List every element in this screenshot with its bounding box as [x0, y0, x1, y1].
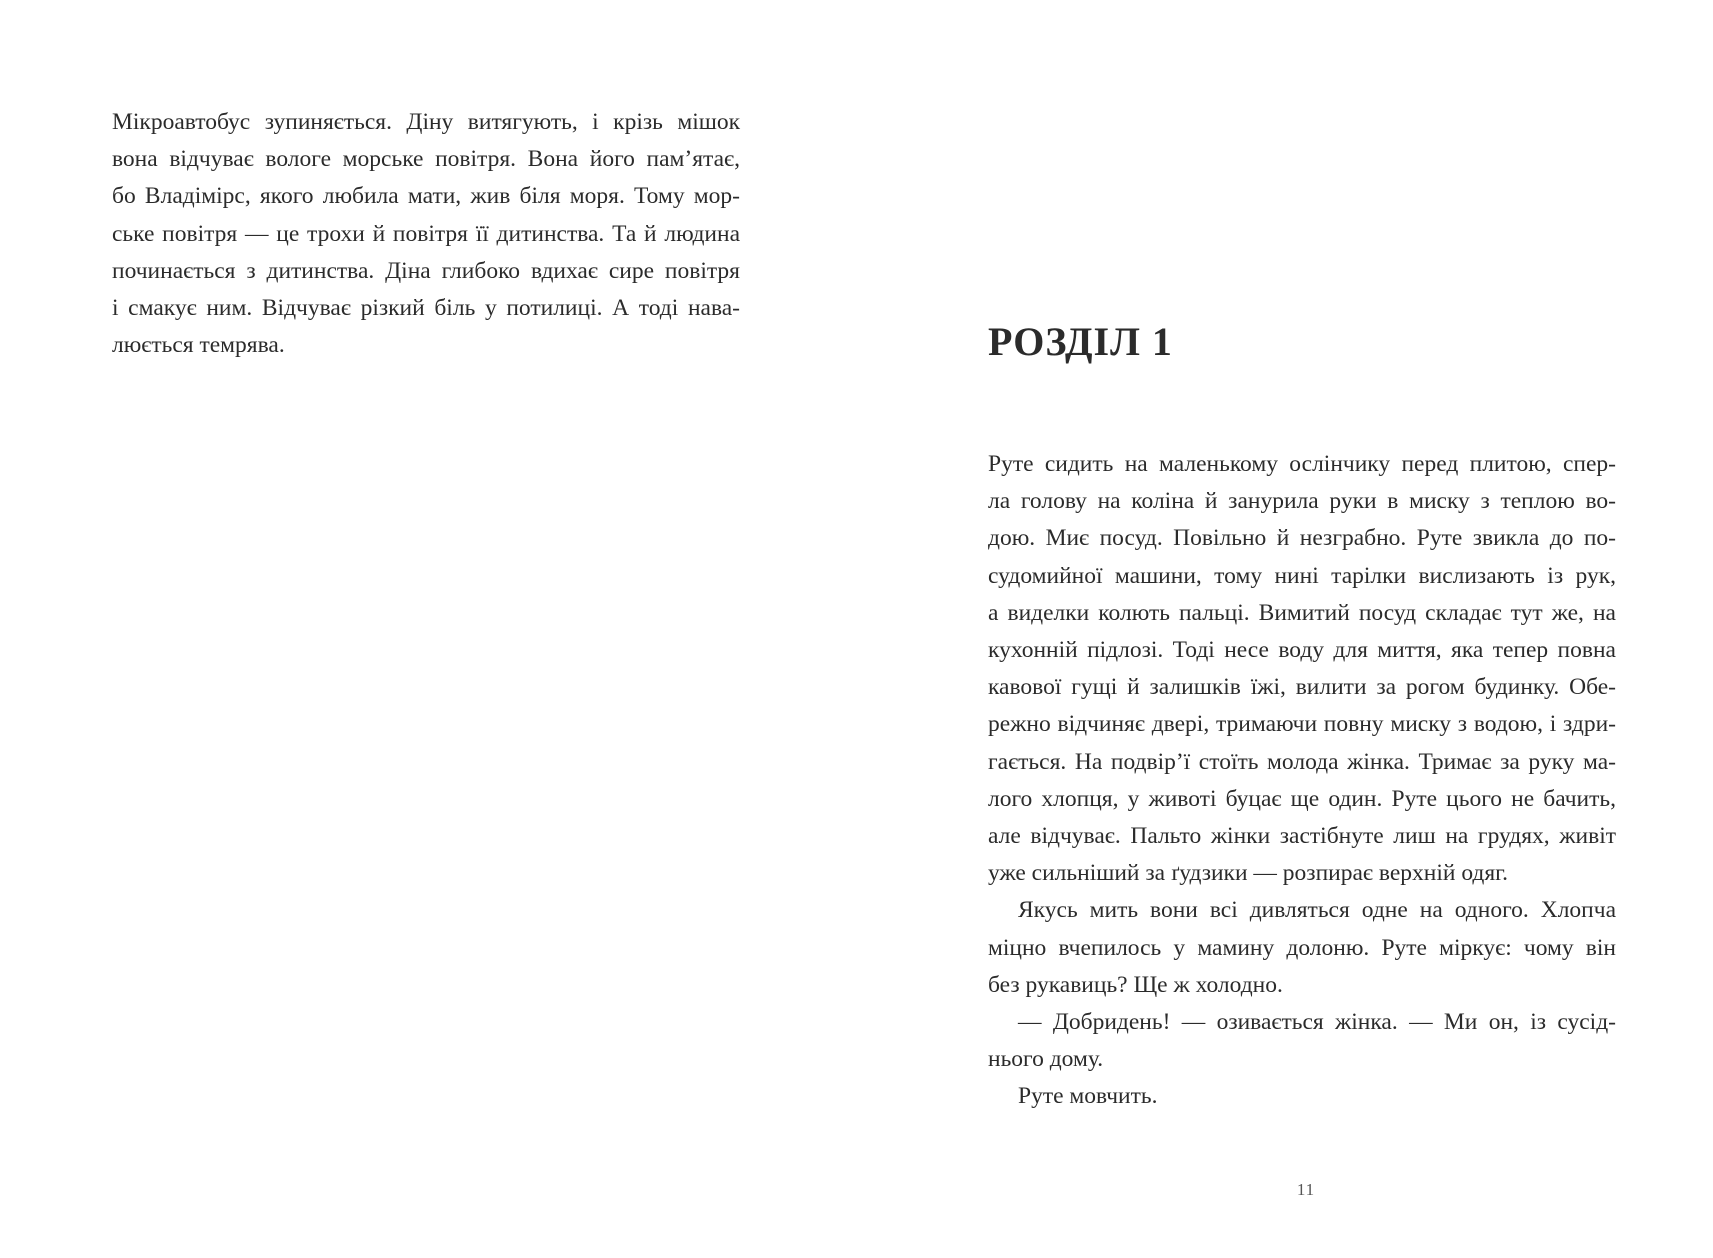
text-line: і смакує ним. Відчуває різкий біль у потилиці. А тоді нава- [112, 295, 740, 322]
text-line: а виделки колють пальці. Вимитий посуд складає тут же, на [988, 599, 1616, 626]
text-line: люється темрява. [112, 332, 285, 359]
text-line: Руте сидить на маленькому ослінчику перед плитою, спер- [988, 451, 1616, 477]
page-number: 11 [1296, 1180, 1316, 1199]
text-line: уже сильніший за ґудзики — розпирає верхній одяг. [988, 860, 1509, 887]
text-line: але відчуває. Пальто жінки застібнуте лиш на грудях, живіт [988, 823, 1616, 850]
left-page [0, 0, 856, 1258]
text-line: Руте мовчить. [1018, 1083, 1158, 1110]
text-line: кухонній підлозі. Тоді несе воду для миття, яка тепер повна [988, 637, 1616, 664]
chapter-title: РОЗДІЛ 1 [988, 319, 1173, 364]
text-line: ла голову на коліна й занурила руки в миску з теплою во- [988, 488, 1616, 515]
right-page-text [988, 446, 1616, 1116]
text-line: судомийної машини, тому нині тарілки вислизають із рук, [988, 562, 1616, 589]
text-line: режно відчиняє двері, тримаючи повну миску з водою, і здри- [988, 711, 1616, 738]
text-line: дою. Миє посуд. Повільно й незграбно. Руте звикла до по- [988, 525, 1616, 552]
left-page-text [112, 104, 740, 364]
text-line: міцно вчепилось у мамину долоню. Руте міркує: чому він [988, 934, 1616, 961]
text-line: — Добридень! — озивається жінка. — Ми он, із сусід- [1018, 1009, 1616, 1036]
text-line: вона відчуває вологе морське повітря. Вона його пам’ятає, [112, 146, 740, 173]
text-line: кавової гущі й залишків їжі, вилити за рогом будинку. Обе- [988, 674, 1616, 701]
text-line: ське повітря — це трохи й повітря її дитинства. Та й людина [112, 220, 740, 247]
text-line: починається з дитинства. Діна глибоко вдихає сире повітря [112, 257, 740, 284]
text-line: бо Владімірс, якого любила мати, жив біля моря. Тому мор- [112, 183, 740, 210]
text-line: лого хлопця, у животі буцає ще один. Руте цього не бачить, [988, 785, 1616, 812]
text-line: нього дому. [988, 1046, 1104, 1073]
text-line: Якусь мить вони всі дивляться одне на одного. Хлопча [1018, 897, 1616, 924]
right-page [856, 0, 1713, 1258]
text-line: гається. На подвір’ї стоїть молода жінка. Тримає за руку ма- [988, 748, 1616, 775]
text-line: Мікроавтобус зупиняється. Діну витягують, і крізь мішок [112, 109, 740, 135]
text-line: без рукавиць? Ще ж холодно. [988, 971, 1283, 998]
